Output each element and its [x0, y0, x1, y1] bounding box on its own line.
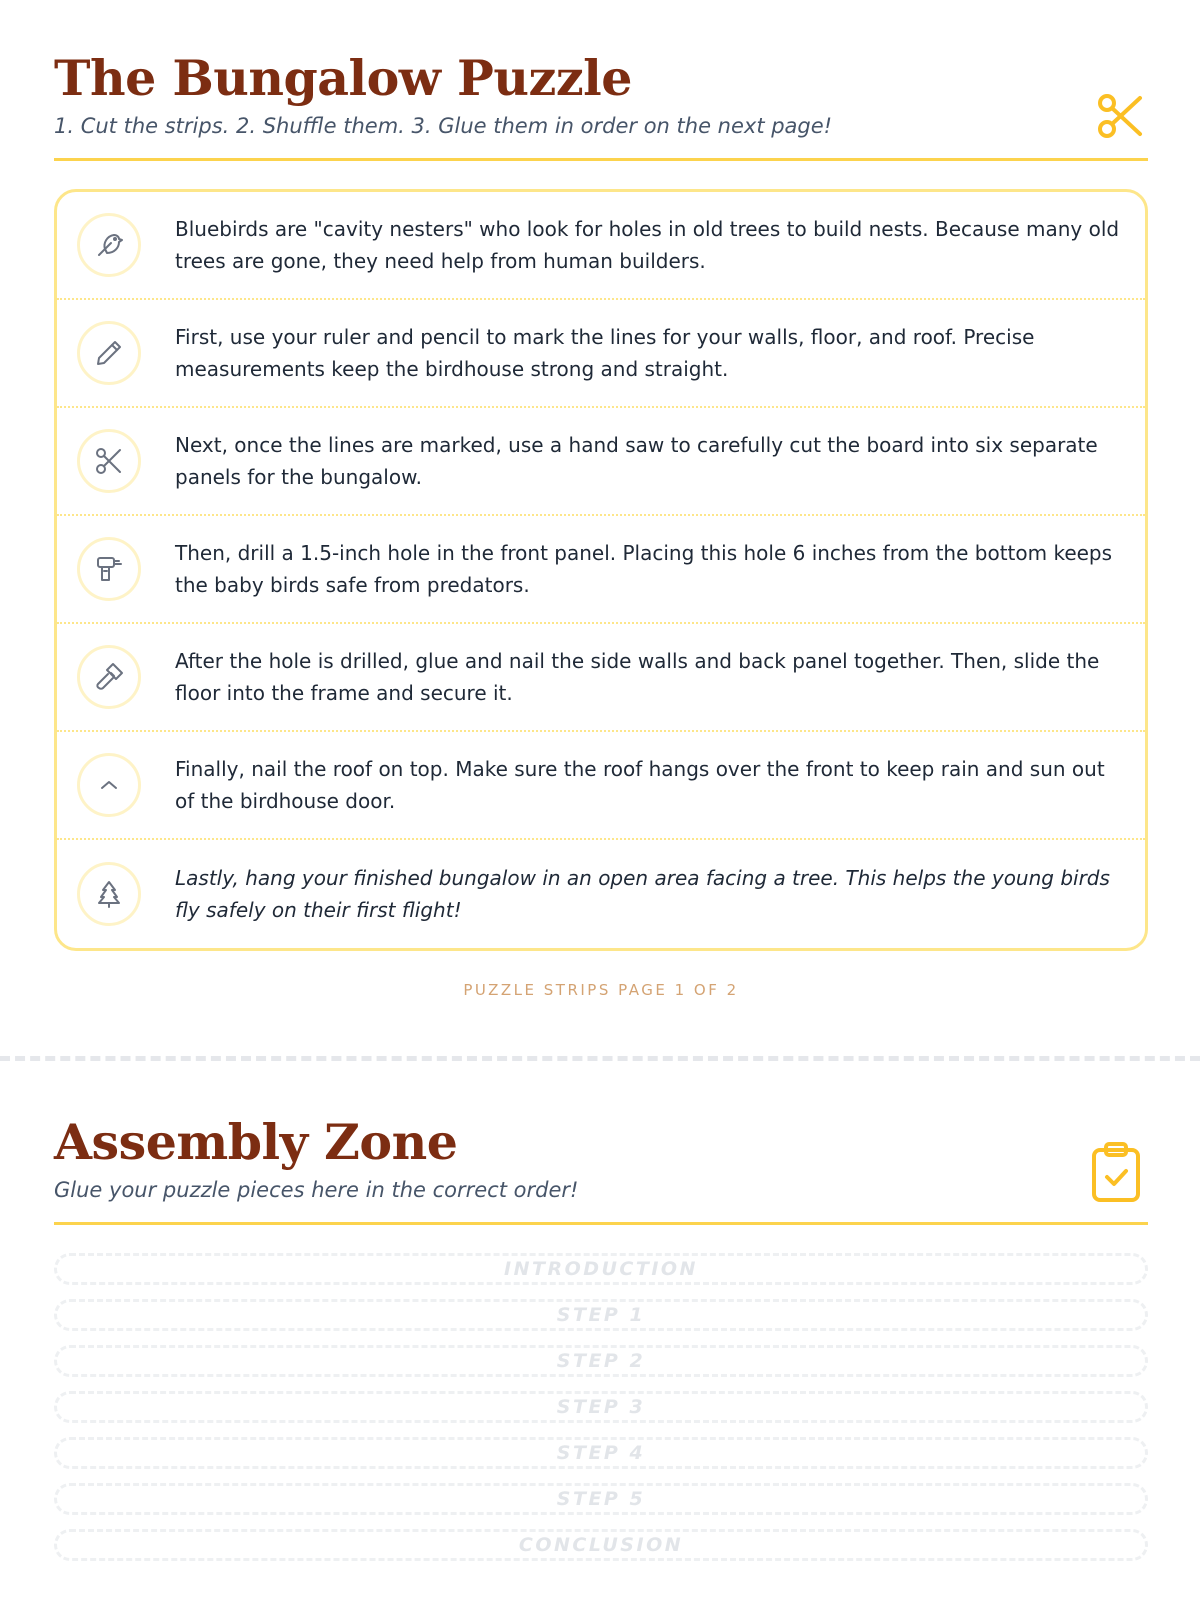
page-footer: PUZZLE STRIPS PAGE 1 OF 2 [463, 981, 739, 999]
page-subtitle: Glue your puzzle pieces here in the correct order! [54, 1178, 579, 1202]
clipboard-check-icon [1090, 1140, 1142, 1204]
glue-slot-step-1[interactable]: STEP 1 [54, 1299, 1148, 1331]
drill-icon [93, 553, 125, 585]
puzzle-strip[interactable] [57, 192, 1145, 300]
glue-slot-conclusion[interactable]: CONCLUSION [54, 1529, 1148, 1561]
page-title: Assembly Zone [54, 1113, 458, 1171]
glue-slot-step-5[interactable]: STEP 5 [54, 1483, 1148, 1515]
puzzle-strips-page [54, 48, 1148, 999]
page-title: The Bungalow Puzzle [54, 49, 632, 107]
assembly-zone-page [54, 1112, 1148, 1575]
tree-icon [93, 878, 125, 910]
scissors-icon [93, 445, 125, 477]
page-header [54, 48, 1148, 161]
strip-text: Next, once the lines are marked, use a hand saw to carefully cut the board into six separate panels for the bungalow. [175, 433, 1098, 489]
puzzle-strip[interactable] [57, 516, 1145, 624]
puzzle-strip[interactable] [57, 840, 1145, 948]
roof-chevron-icon [93, 769, 125, 801]
strip-text: First, use your ruler and pencil to mark the lines for your walls, floor, and roof. Precise measurements keep the birdhouse strong and straight. [175, 325, 1035, 381]
page-subtitle: 1. Cut the strips. 2. Shuffle them. 3. Glue them in order on the next page! [54, 114, 833, 138]
strip-text: Finally, nail the roof on top. Make sure the roof hangs over the front to keep rain and sun out of the birdhouse door. [175, 757, 1105, 813]
glue-slot-step-4[interactable]: STEP 4 [54, 1437, 1148, 1469]
scissors-icon [1096, 92, 1144, 140]
assembly-slots [54, 1253, 1148, 1561]
strip-text: Lastly, hang your finished bungalow in an open area facing a tree. This helps the young birds fly safely on their first flight! [175, 866, 1110, 922]
strip-text: Bluebirds are "cavity nesters" who look for holes in old trees to build nests. Because many old trees are gone, they need help from human builders. [175, 217, 1120, 273]
glue-slot-introduction[interactable]: INTRODUCTION [54, 1253, 1148, 1285]
puzzle-strips [54, 189, 1148, 951]
page-header [54, 1112, 1148, 1225]
glue-slot-step-3[interactable]: STEP 3 [54, 1391, 1148, 1423]
strip-text: After the hole is drilled, glue and nail the side walls and back panel together. Then, slide the floor into the frame and secure it. [175, 649, 1100, 705]
puzzle-strip[interactable] [57, 300, 1145, 408]
strip-text: Then, drill a 1.5-inch hole in the front panel. Placing this hole 6 inches from the bottom keeps the baby birds safe from predators. [175, 541, 1113, 597]
puzzle-strip[interactable] [57, 732, 1145, 840]
puzzle-strip[interactable] [57, 408, 1145, 516]
bird-icon [93, 229, 125, 261]
hammer-icon [93, 661, 125, 693]
cut-line-divider [0, 1056, 1200, 1061]
pencil-icon [93, 337, 125, 369]
glue-slot-step-2[interactable]: STEP 2 [54, 1345, 1148, 1377]
puzzle-strip[interactable] [57, 624, 1145, 732]
